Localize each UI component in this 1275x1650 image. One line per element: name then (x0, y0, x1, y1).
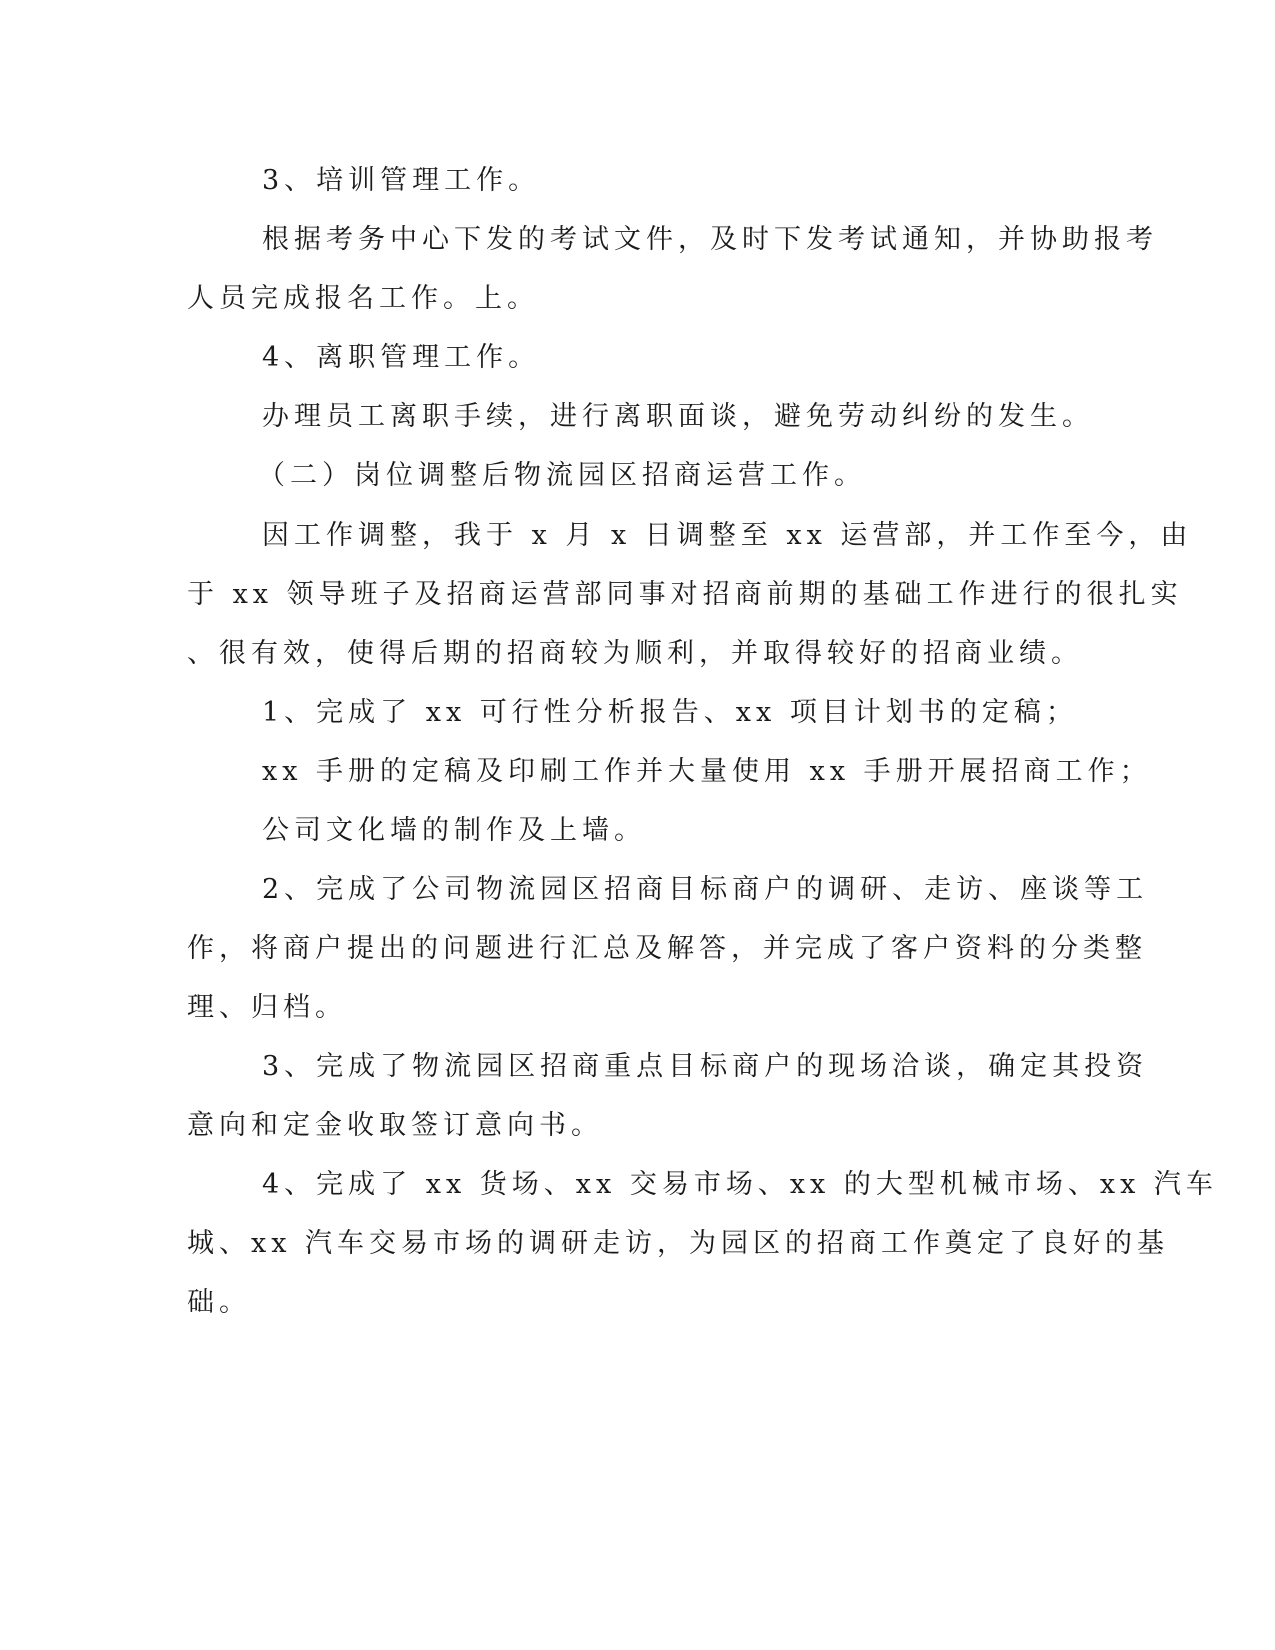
paragraph-line: 根据考务中心下发的考试文件，及时下发考试通知，并协助报考 (262, 224, 1158, 255)
list-item: 3、完成了物流园区招商重点目标商户的现场洽谈，确定其投资 (262, 1051, 1149, 1082)
heading-training-management: 3、培训管理工作。 (262, 165, 541, 196)
paragraph-line: 意向和定金收取签订意向书。 (187, 1110, 603, 1141)
paragraph-line: 因工作调整，我于 x 月 x 日调整至 xx 运营部，并工作至今，由 (262, 520, 1193, 551)
paragraph-line: 、很有效，使得后期的招商较为顺利，并取得较好的招商业绩。 (187, 638, 1083, 669)
paragraph-line: 础。 (187, 1287, 251, 1318)
paragraph-line: 理、归档。 (187, 992, 347, 1023)
list-item: 1、完成了 xx 可行性分析报告、xx 项目计划书的定稿； (262, 697, 1078, 728)
paragraph-line: 人员完成报名工作。上。 (187, 283, 539, 314)
list-item: 4、完成了 xx 货场、xx 交易市场、xx 的大型机械市场、xx 汽车 (262, 1169, 1218, 1200)
heading-resignation-management: 4、离职管理工作。 (262, 342, 541, 373)
paragraph-line: 于 xx 领导班子及招商运营部同事对招商前期的基础工作进行的很扎实 (187, 579, 1183, 610)
section-heading-2: （二）岗位调整后物流园区招商运营工作。 (258, 460, 866, 491)
paragraph-line: 办理员工离职手续，进行离职面谈，避免劳动纠纷的发生。 (262, 401, 1094, 432)
paragraph-line: 城、xx 汽车交易市场的调研走访，为园区的招商工作奠定了良好的基 (187, 1228, 1170, 1259)
paragraph-line: 作，将商户提出的问题进行汇总及解答，并完成了客户资料的分类整 (187, 933, 1147, 964)
list-item: 2、完成了公司物流园区招商目标商户的调研、走访、座谈等工 (262, 874, 1149, 905)
paragraph-line: 公司文化墙的制作及上墙。 (262, 815, 646, 846)
paragraph-line: xx 手册的定稿及印刷工作并大量使用 xx 手册开展招商工作； (262, 756, 1152, 787)
